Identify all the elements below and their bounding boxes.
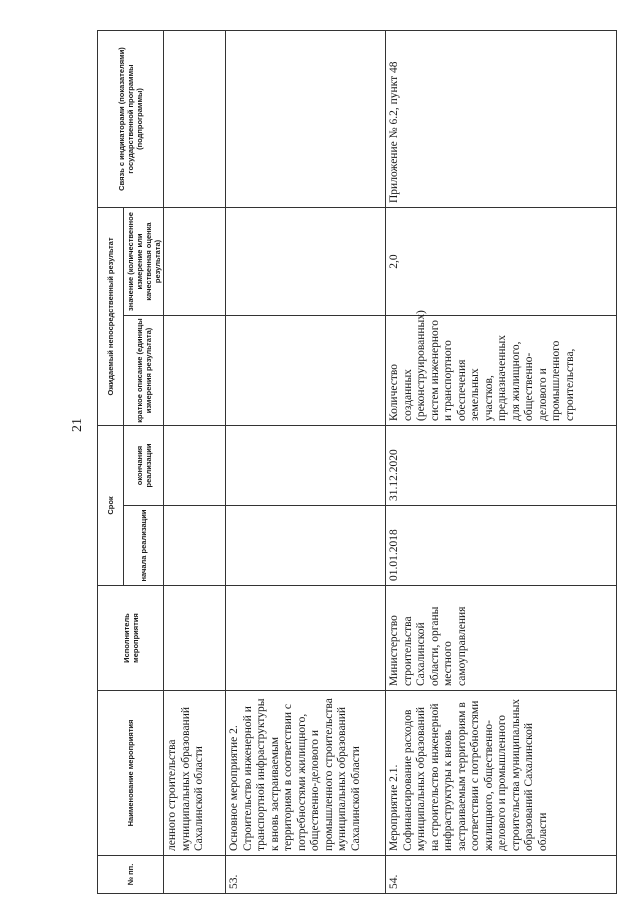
row-num — [164, 856, 226, 894]
row-link — [164, 31, 226, 208]
row-num: 53. — [226, 856, 386, 894]
table-row — [386, 31, 617, 894]
header-term-start: начала реализации — [124, 506, 164, 586]
row-value: 2,0 — [386, 208, 617, 316]
row-executor — [164, 586, 226, 691]
row-executor — [226, 586, 386, 691]
activities-table — [97, 30, 617, 894]
page-number: 21 — [70, 418, 85, 432]
header-name: Наименование мероприятия — [98, 691, 164, 856]
row-num: 54. — [386, 856, 617, 894]
row-value — [164, 208, 226, 316]
table-row — [226, 31, 386, 894]
header-term: Срок — [98, 426, 124, 586]
header-num: № пп. — [98, 856, 164, 894]
row-desc: Количество созданных (реконструированных) систем инженерного и транспортного обеспечения земельных участков, предназначенных для жилищного, общественно-делового и промышленного строительства, — [386, 316, 617, 426]
row-start — [164, 506, 226, 586]
rotated-table-container — [97, 31, 617, 894]
header-result-desc: краткое описание (единицы измерения результата) — [124, 316, 164, 426]
row-start: 01.01.2018 — [386, 506, 617, 586]
table-row — [164, 31, 226, 894]
header-result: Ожидаемый непосредственный результат — [98, 208, 124, 426]
header-row — [98, 31, 124, 894]
row-desc — [164, 316, 226, 426]
header-result-value: значение (количественное измерение или качественная оценка результата) — [124, 208, 164, 316]
row-value — [226, 208, 386, 316]
row-desc — [226, 316, 386, 426]
row-link: Приложение № 6.2, пункт 48 — [386, 31, 617, 208]
row-end: 31.12.2020 — [386, 426, 617, 506]
row-name: Основное мероприятие 2. Строительство инженерной и транспортной инфраструктуры к вновь застраиваемым территориям в соответствии с потребностями жилищного, общественно-делового и промышленного строительства муниципальных образований Сахалинской области — [226, 691, 386, 856]
row-end — [226, 426, 386, 506]
header-link: Связь с индикаторами (показателями) государственной программы (подпрограммы) — [98, 31, 164, 208]
row-executor: Министерство строительства Сахалинской области, органы местного самоуправления — [386, 586, 617, 691]
row-name: Мероприятие 2.1. Софинансирование расходов муниципальных образований на строительство инженерной инфраструктуры к вновь застраиваемым территориям в соответствии с потребностями жилищного, общественно-делового и промышленного строительства муниципальных образований Сахалинской области — [386, 691, 617, 856]
row-start — [226, 506, 386, 586]
row-link — [226, 31, 386, 208]
header-term-end: окончания реализации — [124, 426, 164, 506]
header-executor: Исполнитель мероприятия — [98, 586, 164, 691]
row-end — [164, 426, 226, 506]
row-name: ленного строительства муниципальных образований Сахалинской области — [164, 691, 226, 856]
